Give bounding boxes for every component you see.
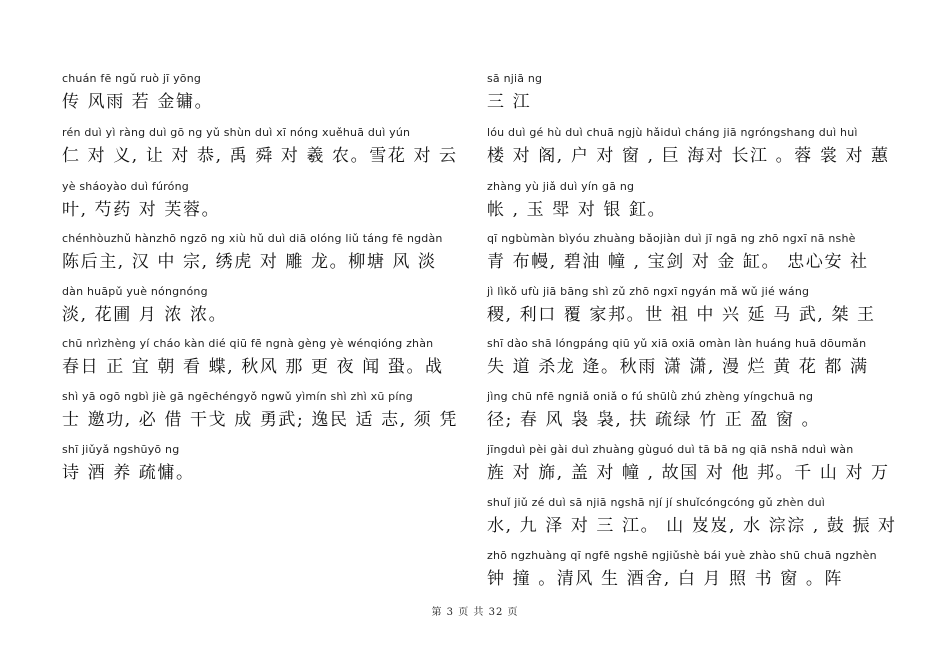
pinyin-line: dàn huāpǔ yuè nóngnóng <box>62 285 208 298</box>
pinyin-line: shī jiǔyǎ ngshūyō ng <box>62 443 180 456</box>
verse-line <box>62 72 213 113</box>
pinyin-line: jìng chū nfē ngniǎ oniǎ o fú shūlǜ zhú zhèng yíngchuā ng <box>487 390 814 403</box>
verse-line <box>62 443 195 484</box>
hanzi-line: 传 风雨 若 金镛。 <box>62 92 214 112</box>
hanzi-line: 仁 对 义, 让 对 恭, 禹 舜 对 羲 农。雪花 对 云 <box>62 146 458 166</box>
pinyin-line: rén duì yì ràng duì gō ng yǔ shùn duì xī nóng xuěhuā duì yún <box>62 126 411 139</box>
verse-line <box>62 390 458 431</box>
verse-line <box>62 126 458 167</box>
verse-line <box>487 285 876 326</box>
hanzi-line: 帐 , 玉 斝 对 银 釭。 <box>487 200 667 220</box>
verse-line <box>487 496 897 537</box>
pinyin-line: shuǐ jiǔ zé duì sā njiā ngshā njí jí shuǐcóngcóng gǔ zhèn duì <box>487 496 826 509</box>
hanzi-line: 钟 撞 。清风 生 酒舍, 白 月 照 书 窗 。阵 <box>487 569 844 589</box>
pinyin-line: zhàng yù jiǎ duì yín gā ng <box>487 180 635 193</box>
verse-line <box>487 549 877 590</box>
hanzi-line: 诗 酒 养 疏慵。 <box>62 463 195 483</box>
verse-line <box>487 180 666 221</box>
pinyin-line: shì yā ogō ngbì jiè gā ngēchéngyǒ ngwǔ yìmín shì zhì xū píng <box>62 390 413 403</box>
verse-line <box>487 390 820 431</box>
hanzi-line: 青 布幔, 碧油 幢 , 宝剑 对 金 缸。 忠心安 社 <box>487 252 869 272</box>
hanzi-line: 旌 对 旆, 盖 对 幢 , 故国 对 他 邦。千 山 对 万 <box>487 463 890 483</box>
verse-line <box>487 72 542 113</box>
verse-line <box>62 337 444 378</box>
pinyin-line: zhō ngzhuàng qī ngfē ngshē ngjiǔshè bái yuè zhào shū chuā ngzhèn <box>487 549 877 562</box>
verse-line <box>62 232 443 273</box>
hanzi-line: 径; 春 风 袅 袅, 扶 疏绿 竹 正 盈 窗 。 <box>487 410 821 430</box>
pinyin-line: chuán fē ngǔ ruò jī yōng <box>62 72 202 85</box>
hanzi-line: 稷, 利口 覆 家邦。世 祖 中 兴 延 马 武, 桀 王 <box>487 305 876 325</box>
pinyin-line: chū nrìzhèng yí cháo kàn dié qiū fē ngnà gèng yè wénqióng zhàn <box>62 337 434 350</box>
verse-line <box>62 285 227 326</box>
pinyin-line: qī ngbùmàn bìyóu zhuàng bǎojiàn duì jī ngā ng zhō ngxī nā nshè <box>487 232 856 245</box>
pinyin-line: jì lìkǒ ufù jiā bāng shì zǔ zhō ngxī ngyán mǎ wǔ jié wáng <box>487 285 810 298</box>
hanzi-line: 楼 对 阁, 户 对 窗 , 巨 海对 长江 。蓉 裳 对 蕙 <box>487 146 890 166</box>
pinyin-line: lóu duì gé hù duì chuā ngjù hǎiduì cháng jiā ngróngshang duì huì <box>487 126 858 139</box>
verse-line <box>487 337 869 378</box>
hanzi-line: 失 道 杀龙 逄。秋雨 潇 潇, 漫 烂 黄 花 都 满 <box>487 357 869 377</box>
pinyin-line: sā njiā ng <box>487 72 543 85</box>
pinyin-line: chénhòuzhǔ hànzhō ngzō ng xiù hǔ duì diā olóng liǔ táng fē ngdàn <box>62 232 443 245</box>
hanzi-line: 春日 正 宜 朝 看 蝶, 秋风 那 更 夜 闻 蛩。战 <box>62 357 444 377</box>
pinyin-line: jīngduì pèi gài duì zhuàng gùguó duì tā bā ng qiā nshā nduì wàn <box>487 443 854 456</box>
hanzi-line: 淡, 花圃 月 浓 浓。 <box>62 305 228 325</box>
verse-line <box>487 126 890 167</box>
hanzi-line: 叶, 芍药 对 芙蓉。 <box>62 200 221 220</box>
section-title: 三 江 <box>487 92 532 112</box>
hanzi-line: 士 邀功, 必 借 干戈 成 勇武; 逸民 适 志, 须 凭 <box>62 410 458 430</box>
verse-line <box>487 443 890 484</box>
pinyin-line: shī dào shā lóngpáng qiū yǔ xiā oxiā omàn làn huáng huā dōumǎn <box>487 337 867 350</box>
hanzi-line: 陈后主, 汉 中 宗, 绣虎 对 雕 龙。柳塘 风 淡 <box>62 252 437 272</box>
verse-line <box>62 180 220 221</box>
hanzi-line: 水, 九 泽 对 三 江。 山 岌岌, 水 淙淙 , 鼓 振 对 <box>487 516 897 536</box>
page-footer: 第 3 页 共 32 页 <box>431 607 519 618</box>
pinyin-line: yè sháoyào duì fúróng <box>62 180 189 193</box>
verse-line <box>487 232 869 273</box>
